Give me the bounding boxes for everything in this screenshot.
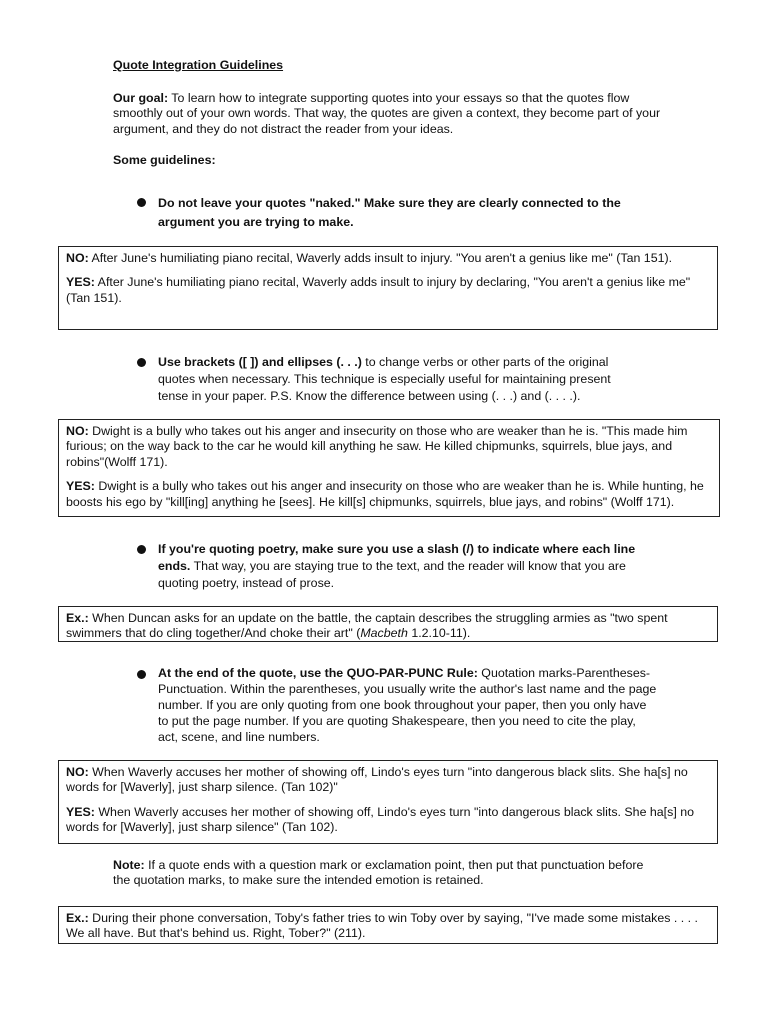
bullet-dot-icon: [137, 358, 146, 367]
guideline-4-text: Quotation marks-Parentheses-Punctuation. Within the parentheses, you usually write the author's last name and the page number. If you are only quoting from one book throughout your paper, then you only have to put the page number. If you are quoting Shakespeare, then you need to cite the play, act, scene, and line numbers.: [158, 666, 657, 744]
guideline-2-text: to change verbs or other parts of the original quotes when necessary. This technique is especially useful for maintaining present tense in your paper. P.S. Know the difference between using (. . .) and (. . . .).: [158, 355, 611, 403]
guidelines-heading: Some guidelines:: [113, 153, 216, 167]
guideline-2-bold: Use brackets ([ ]) and ellipses (. . .): [158, 355, 362, 369]
yes-example: [66, 479, 712, 510]
note-label: Note:: [113, 858, 145, 872]
ex-title-italic: Macbeth: [360, 626, 408, 641]
example-box-3: [58, 606, 718, 642]
guideline-3-bold: If you're quoting poetry, make sure you use a slash (/) to indicate where each line ends.: [158, 542, 636, 573]
no-text: Dwight is a bully who takes out his anger and insecurity on those who are weaker than he is. "This made him furious; on the way back to the car he would kill anything he saw. He killed chipmunks, squirrels, blue jays, and robins"(Wolff 171).: [66, 424, 688, 469]
guideline-4-bold: At the end of the quote, use the QUO-PAR-PUNC Rule:: [158, 666, 478, 680]
guideline-3: [158, 541, 648, 592]
yes-text: After June's humiliating piano recital, Waverly adds insult to injury by declaring, "You aren't a genius like me" (Tan 151).: [66, 275, 691, 305]
guideline-2: [158, 354, 628, 405]
ex-label: Ex.:: [66, 911, 89, 925]
goal-paragraph: [113, 91, 673, 137]
yes-label: YES:: [66, 275, 95, 290]
guideline-1: Do not leave your quotes "naked." Make sure they are clearly connected to the argument you are trying to make.: [158, 196, 621, 229]
no-text: When Waverly accuses her mother of showing off, Lindo's eyes turn "into dangerous black slits. She ha[s] no words for [Waverly], just sharp silence. (Tan 102)": [66, 765, 688, 795]
guideline-4: [158, 665, 658, 745]
example-box-5: [58, 906, 718, 944]
bullet-dot-icon: [137, 545, 146, 554]
yes-label: YES:: [66, 479, 95, 494]
yes-text: Dwight is a bully who takes out his anger and insecurity on those who are weaker than he is. While hunting, he boosts his ego by "kill[ing] anything he [sees]. He kill[s] chipmunks, squirrels, blue jays, and robins" (Wolff 171).: [66, 479, 704, 509]
example-box-4: [58, 760, 718, 844]
example-box-1: [58, 246, 718, 330]
document-title: Quote Integration Guidelines: [113, 58, 284, 72]
goal-text: To learn how to integrate supporting quotes into your essays so that the quotes flow smoothly out of your own words. That way, the quotes are given a context, they become part of your argument, and they do not distract the reader from your ideas.: [113, 91, 661, 136]
ex-example: [66, 611, 710, 642]
yes-example: [66, 805, 710, 836]
ex-text: During their phone conversation, Toby's father tries to win Toby over by saying, "I've made some mistakes . . . . We all have. But that's behind us. Right, Tober?" (211).: [66, 911, 698, 941]
ex-text: When Duncan asks for an update on the battle, the captain describes the struggling armies as "two spent swimmers that do cling together/And choke their art" (: [66, 611, 668, 641]
ex-text-end: 1.2.10-11).: [407, 626, 471, 641]
ex-label: Ex.:: [66, 611, 89, 625]
yes-label: YES:: [66, 804, 95, 819]
goal-label: Our goal:: [113, 91, 169, 105]
no-label: NO:: [66, 765, 89, 779]
no-label: NO:: [66, 251, 89, 265]
example-box-2: [58, 419, 720, 517]
bullet-dot-icon: [137, 198, 146, 207]
ex-example: [66, 911, 710, 942]
yes-text: When Waverly accuses her mother of showing off, Lindo's eyes turn "into dangerous black slits. She ha[s] no words for [Waverly], just sharp silence" (Tan 102).: [66, 804, 694, 835]
note-paragraph: [113, 858, 653, 889]
no-label: NO:: [66, 424, 89, 438]
no-example: [66, 251, 710, 266]
no-example: [66, 765, 710, 796]
no-text: After June's humiliating piano recital, Waverly adds insult to injury. "You aren't a genius like me" (Tan 151).: [88, 251, 673, 265]
bullet-dot-icon: [137, 670, 146, 679]
yes-example: [66, 275, 710, 306]
note-text: If a quote ends with a question mark or exclamation point, then put that punctuation before the quotation marks, to make sure the intended emotion is retained.: [113, 858, 644, 888]
guideline-3-text: That way, you are staying true to the text, and the reader will know that you are quoting poetry, instead of prose.: [158, 559, 626, 590]
no-example: [66, 424, 712, 470]
